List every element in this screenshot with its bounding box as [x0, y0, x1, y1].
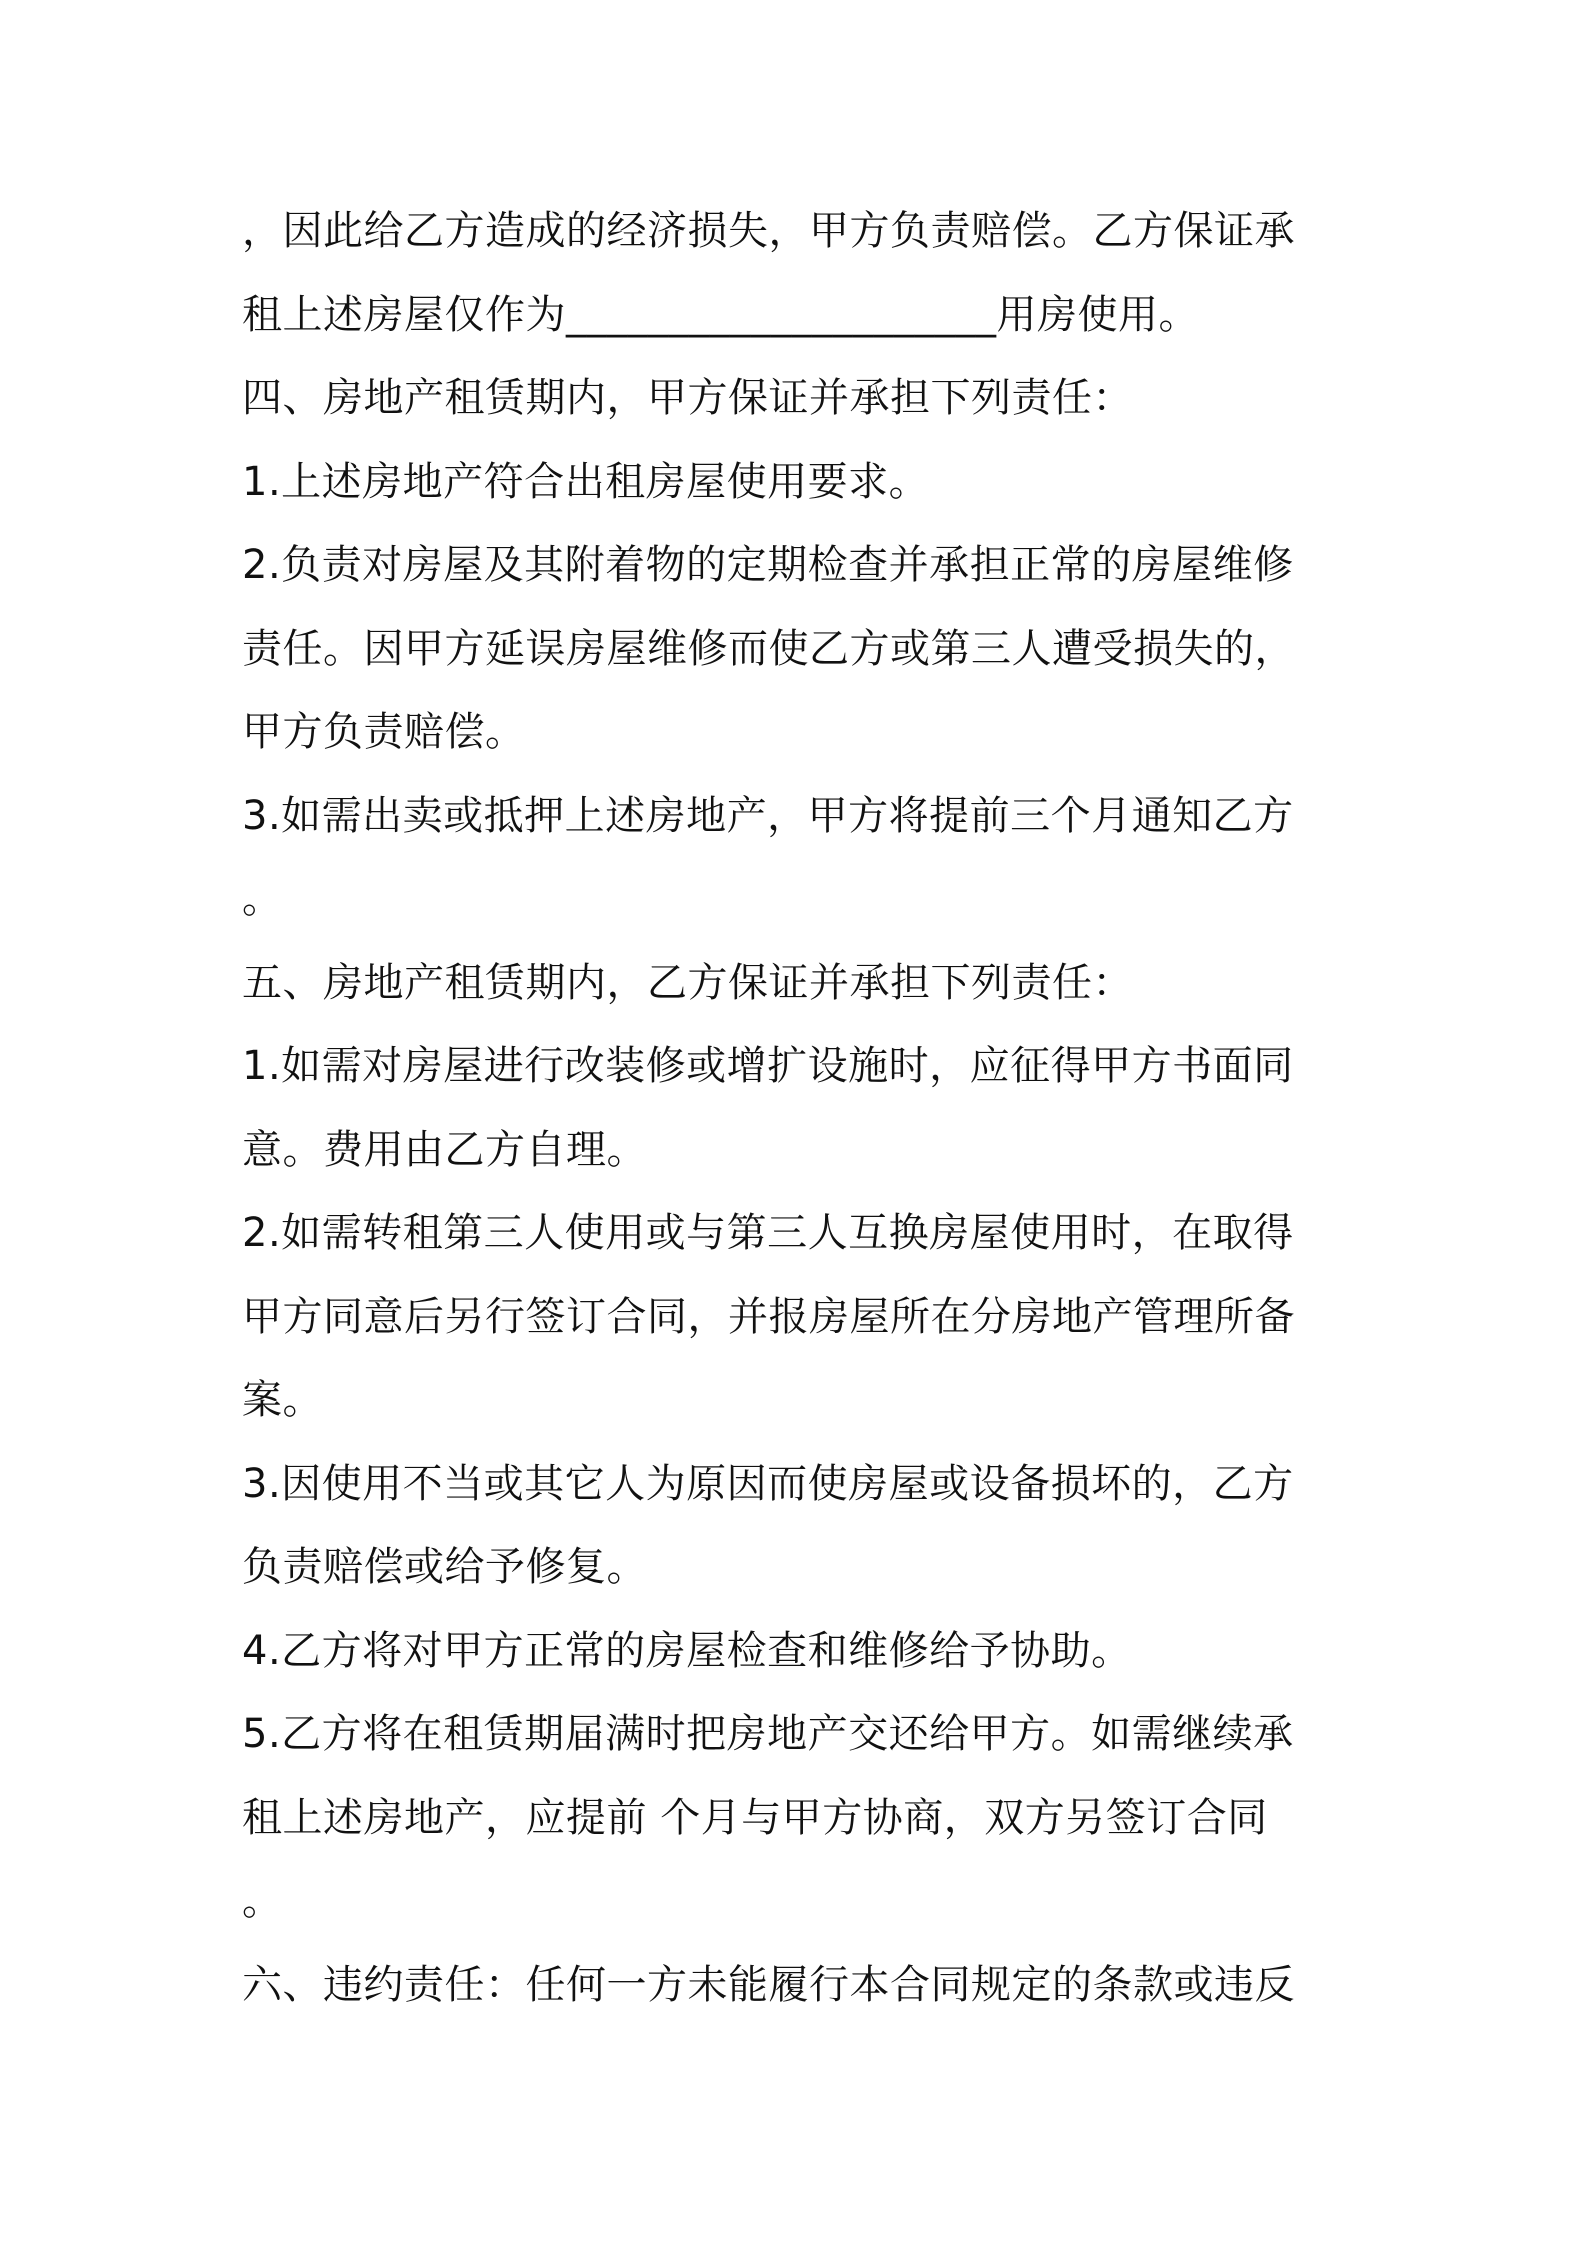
text-line: 2.如需转租第三人使用或与第三人互换房屋使用时，在取得 [242, 1210, 1294, 1256]
text-line: 租上述房地产，应提前 个月与甲方协商，双方另签订合同 [242, 1794, 1268, 1841]
text-line: 。 [242, 1878, 283, 1924]
text-line: 5.乙方将在租赁期届满时把房地产交还给甲方。如需继续承 [242, 1711, 1294, 1757]
text-line: 意。费用由乙方自理。 [242, 1126, 647, 1173]
text-line: 1.上述房地产符合出租房屋使用要求。 [242, 458, 930, 505]
text-line: ，因此给乙方造成的经济损失，甲方负责赔偿。乙方保证承 [242, 208, 1295, 254]
text-line: 负责赔偿或给予修复。 [242, 1544, 647, 1590]
contract-body [242, 190, 1362, 2027]
text-line: 案。 [242, 1377, 323, 1423]
text-line: 甲方负责赔偿。 [242, 709, 526, 755]
text-line: 4.乙方将对甲方正常的房屋检查和维修给予协助。 [242, 1627, 1132, 1674]
section-heading: 五、房地产租赁期内，乙方保证并承担下列责任： [242, 959, 1133, 1006]
text-line: 甲方同意后另行签订合同，并报房屋所在分房地产管理所备 [242, 1293, 1295, 1340]
section-heading: 四、房地产租赁期内，甲方保证并承担下列责任： [242, 375, 1133, 421]
text-line: 2.负责对房屋及其附着物的定期检查并承担正常的房屋维修 [242, 542, 1294, 588]
text-line: 。 [242, 876, 283, 922]
text-line: 1.如需对房屋进行改装修或增扩设施时，应征得甲方书面同 [242, 1043, 1294, 1089]
text-line: 租上述房屋仅作为_____________________用房使用。 [242, 291, 1199, 338]
text-line: 3.因使用不当或其它人为原因而使房屋或设备损坏的，乙方 [242, 1460, 1294, 1507]
text-line: 3.如需出卖或抵押上述房地产，甲方将提前三个月通知乙方 [242, 792, 1294, 839]
text-line: 责任。因甲方延误房屋维修而使乙方或第三人遭受损失的， [242, 625, 1295, 672]
section-heading: 六、违约责任：任何一方未能履行本合同规定的条款或违反 [242, 1961, 1295, 2008]
